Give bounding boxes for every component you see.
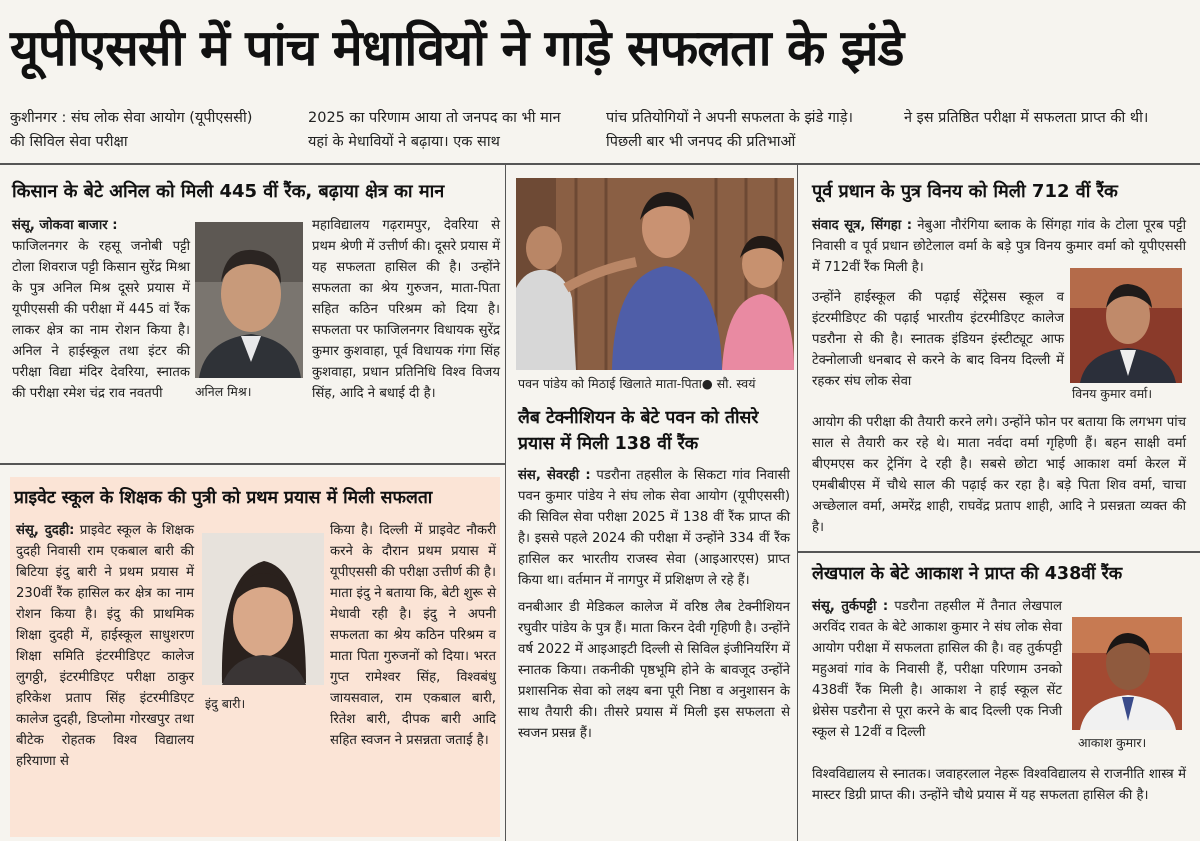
akash-caption: आकाश कुमार। [1078, 735, 1147, 750]
indu-title: प्राइवेट स्कूल के शिक्षक की पुत्री को प्रथम प्रयास में मिली सफलता [14, 488, 433, 508]
pawan-dateline: संस, सेवरही : [518, 468, 591, 483]
divider-col-right [797, 165, 798, 841]
anil-photo [195, 222, 303, 378]
divider-left-mid [0, 463, 505, 465]
akash-top [812, 596, 1062, 743]
anil-title: किसान के बेटे अनिल को मिली 445 वीं रैंक, बढ़ाया क्षेत्र का मान [12, 181, 445, 202]
divider-col-left [505, 165, 506, 841]
akash-title: लेखपाल के बेटे आकाश ने प्राप्त की 438वीं रैंक [812, 564, 1123, 584]
page-headline: यूपीएससी में पांच मेधावियों ने गाड़े सफलता के झंडे [10, 19, 904, 77]
akash-text-top: पडरौना तहसील में तैनात लेखपाल अरविंद रावत के बेटे आकाश कुमार ने संघ लोक सेवा आयोग परीक्षा में सफलता हासिल की है। वह तुर्कपट्टी महुअवां गांव के निवासी हैं, परीक्षा परिणाम उनको 438वीं रैंक मिली है। आकाश ने हाई स्कूल सेंट थ्रेसेस पडरौना से पूरा करने के बाद दिल्ली एक निजी स्कूल से 12वीं व दिल्ली [812, 599, 1062, 740]
indu-text-1: प्राइवेट स्कूल के शिक्षक दुदही निवासी राम एकबाल बारी की बिटिया इंदु बारी ने प्रथम प्रयास में 230वीं रैंक हासिल कर क्षेत्र का नाम रोशन किया है। इंदु की प्राथमिक शिक्षा दुदही में, हाईस्कूल साधुशरण शिक्षा समिति इंटरमीडिएट कालेज लुगठ्ठी, इंटरमीडिएट परीक्षा ठाकुर हरिकेश प्रताप सिंह इंटरमीडिएट कालेज दुदही, डिप्लोमा गोरखपुर तथा बीटेक रोहतक विश्व विद्यालय हरियाणा से [16, 523, 194, 769]
indu-photo [202, 533, 324, 685]
indu-col-1 [16, 520, 194, 772]
akash-text-bottom: विश्वविद्यालय से स्नातक। जवाहरलाल नेहरू विश्वविद्यालय से राजनीति शास्त्र में मास्टर डिग्री प्राप्त की। उन्होंने चौथे प्रयास में यह सफलता हासिल की है। [812, 767, 1186, 803]
intro-col-1: कुशीनगर : संघ लोक सेवा आयोग (यूपीएससी) की सिविल सेवा परीक्षा [10, 110, 253, 150]
anil-caption: अनिल मिश्र। [195, 384, 252, 399]
vinay-title: पूर्व प्रधान के पुत्र विनय को मिली 712 वीं रैंक [812, 181, 1118, 202]
divider-right-mid [797, 551, 1200, 553]
vinay-photo [1070, 268, 1182, 383]
intro-col-4: ने इस प्रतिष्ठित परीक्षा में सफलता प्राप्त की थी। [904, 110, 1149, 126]
intro-col-3: पांच प्रतियोगियों ने अपनी सफलता के झंडे गाड़े। पिछली बार भी जनपद की प्रतिभाओं [606, 110, 854, 150]
indu-text-2-top [330, 520, 496, 751]
pawan-title: लैब टेक्नीशियन के बेटे पवन को तीसरे प्रयास में मिली 138 वीं रैंक [518, 408, 759, 454]
vinay-dateline: संवाद सूत्र, सिंगहा : [812, 218, 913, 233]
pawan-text-2: वनबीआर डी मेडिकल कालेज में वरिष्ठ लैब टेक्नीशियन रघुवीर पांडेय के पुत्र हैं। माता किरन देवी गृहिणी है। उन्होंने वर्ष 2022 में आइआइटी दिल्ली से सिविल इंजीनियरिंग में स्नातक किया। तकनीकी पृष्ठभूमि होने के बावजूद उन्होंने प्रशासनिक सेवा को लक्ष्य बना पूरी निष्ठा व अनुशासन के साथ तैयारी की। तीसरे प्रयास में मिली इस सफलता से स्वजन प्रसन्न हैं। [518, 600, 790, 741]
indu-caption: इंदु बारी। [205, 696, 246, 711]
pawan-body [518, 465, 790, 744]
intro-col-2: 2025 का परिणाम आया तो जनपद का भी मान यहां के मेधावियों ने बढ़ाया। एक साथ [308, 110, 561, 150]
akash-dateline: संसू, तुर्कपट्टी : [812, 599, 889, 614]
anil-col-1 [12, 215, 190, 404]
vinay-text-left: उन्होंने हाईस्कूल की पढ़ाई सेंट्रेसस स्कूल व इंटरमीडिएट की पढ़ाई भारतीय इंटरमीडिएट कालेज पडरौना से की है। स्नातक इंडियन इंस्टीट्यूट आफ टेक्नोलाजी धनबाद से करने के बाद विनय दिल्ली में रहकर संघ लोक सेवा [812, 290, 1064, 389]
anil-dateline: संसू, जोकवा बाजार : [12, 218, 118, 233]
vinay-caption: विनय कुमार वर्मा। [1072, 386, 1153, 401]
anil-text-2: महाविद्यालय गढ़रामपुर, देवरिया से प्रथम श्रेणी में उत्तीर्ण की। दूसरे प्रयास में यह सफलता हासिल की है। उन्होंने सफलता का श्रेय गुरुजन, माता-पिता सहित कठिन परिश्रम को दिया है। सफलता पर फाजिलनगर विधायक सुरेंद्र कुमार कुशवाहा, पूर्व विधायक गंगा सिंह कुशवाहा, प्रधान प्रतिनिधि विश्व विजय सिंह, आदि ने बधाई दी है। [312, 218, 500, 401]
pawan-text-1: पडरौना तहसील के सिकटा गांव निवासी पवन कुमार पांडेय ने संघ लोक सेवा आयोग (यूपीएससी) की सिविल सेवा परीक्षा 2025 में 138 वीं रैंक प्राप्त की है। इससे पहले 2024 की परीक्षा में उन्होंने 334 वीं रैंक हासिल कर भारतीय राजस्व सेवा (आइआरएस) प्राप्त किया था। वर्तमान में नागपुर में प्रशिक्षण ले रहे हैं। [518, 468, 790, 588]
vinay-text-top: नेबुआ नौरंगिया ब्लाक के सिंगहा गांव के टोला पूरब पट्टी निवासी व पूर्व प्रधान छोटेलाल वर्मा के बड़े पुत्र विनय कुमार वर्मा को यूपीएससी में 712वीं रैंक मिली है। [812, 218, 1187, 275]
indu-text-2: किया है। दिल्ली में प्राइवेट नौकरी करने के दौरान प्रथम प्रयास में यूपीएससी की परीक्षा उत्तीर्ण की है। माता इंदु ने बताया कि, बेटी शुरू से मेधावी रही है। इंदु ने अपनी सफलता का श्रेय कठिन परिश्रम व माता पिता गुरुजनों को दिया। भरत गुप्त रामेश्वर सिंह, विश्वबंधु जायसवाल, राम एकबाल बारी, रितेश बारी, दीपक बारी आदि सहित स्वजन ने प्रसन्नता जताई है। [330, 523, 496, 748]
indu-dateline: संसू, दुदही: [16, 523, 75, 538]
vinay-text-bottom: आयोग की परीक्षा की तैयारी करने लगे। उन्होंने फोन पर बताया कि लगभग पांच साल से तैयारी कर रहे थे। माता नर्वदा वर्मा गृहिणी हैं। बहन साक्षी वर्मा बीएमएस कर ट्रेनिंग दे रही है। सबसे छोटा भाई आकाश वर्मा केरल में एमबीबीएस में चौथे साल की पढ़ाई कर रहा है। बड़े पिता शिव वर्मा, चाचा अच्छेलाल वर्मा, अमरेंद्र शाही, राघवेंद्र प्रताप शाही, आदि ने प्रसन्नता व्यक्त की है। [812, 415, 1186, 535]
pawan-photo [516, 178, 794, 370]
pawan-photo-caption: पवन पांडेय को मिठाई खिलाते माता-पिता● सौ. स्वयं [518, 376, 756, 391]
divider-top [0, 163, 1200, 165]
akash-photo [1072, 617, 1182, 730]
anil-text-1: फाजिलनगर के रहसू जनोबी पट्टी टोला शिवराज पट्टी किसान सुरेंद्र मिश्रा के पुत्र अनिल मिश्र दूसरे प्रयास में यूपीएससी की परीक्षा में 445 वां रैंक लाकर क्षेत्र का नाम रोशन किया है। अनिल ने हाईस्कूल तथा इंटर की परीक्षा विद्या मंदिर देवरिया, स्नातक की परीक्षा रमेश चंद्र राव नवतपी [12, 239, 190, 401]
